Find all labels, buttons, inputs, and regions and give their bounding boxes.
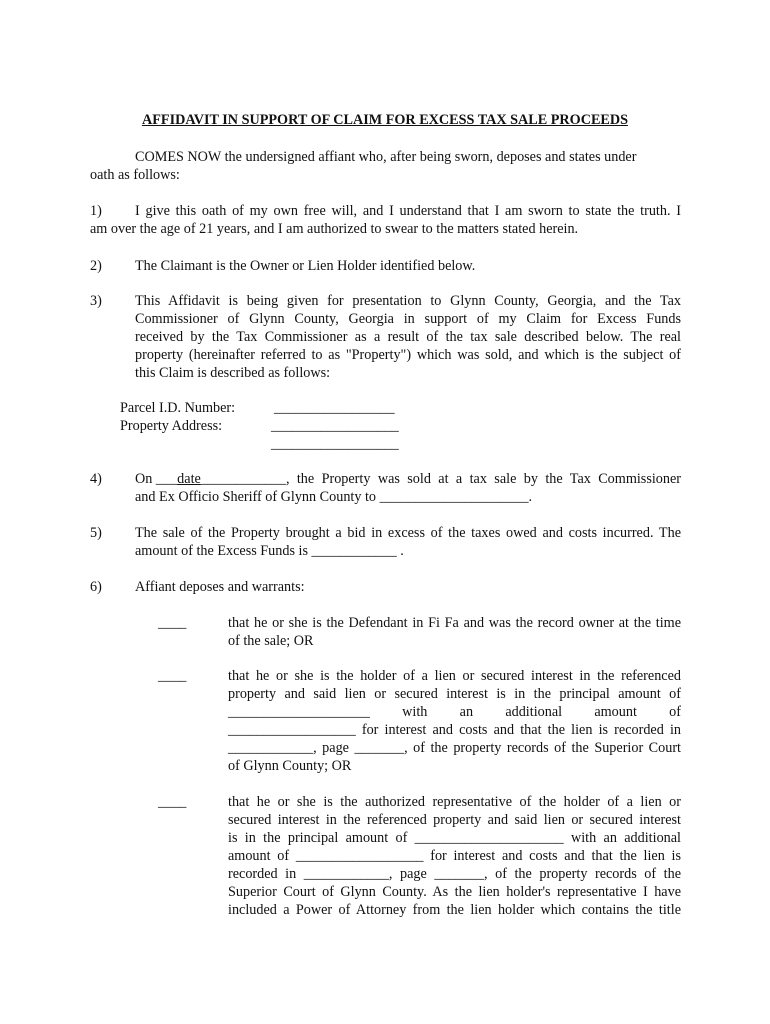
option-representative-line-3: is in the principal amount of _____________________ with an additional — [228, 830, 681, 846]
p4-number: 4) — [90, 471, 102, 487]
p4-line-1 — [135, 470, 681, 488]
parcel-id-label: Parcel I.D. Number: — [120, 400, 236, 416]
p3-line-5: this Claim is described as follows: — [135, 365, 331, 381]
option-representative-line-5: recorded in ____________, page _______, of the property records of the — [228, 866, 681, 882]
property-address-field-2[interactable]: __________________ — [271, 436, 399, 452]
option-representative-line-1: that he or she is the authorized representative of the holder of a lien or — [228, 794, 681, 810]
p3-line-2: Commissioner of Glynn County, Georgia in support of my Claim for Excess Funds — [135, 311, 681, 327]
intro-line-2: oath as follows: — [90, 167, 180, 183]
parcel-id-field[interactable]: _________________ — [274, 400, 395, 416]
option-owner-line-2: of the sale; OR — [228, 633, 314, 649]
p3-line-3: received by the Tax Commissioner as a result of the tax sale described below. The real — [135, 329, 681, 345]
sale-date-field[interactable] — [156, 470, 286, 488]
p3-line-1: This Affidavit is being given for presentation to Glynn County, Georgia, and the Tax — [135, 293, 681, 309]
intro-line-1: COMES NOW the undersigned affiant who, after being sworn, deposes and states under — [135, 149, 637, 165]
p5-number: 5) — [90, 525, 102, 541]
option-lien-holder-line-1: that he or she is the holder of a lien or secured interest in the referenced — [228, 668, 681, 684]
option-representative-checkbox[interactable]: ____ — [158, 794, 187, 810]
p5-line-2: amount of the Excess Funds is ____________ . — [135, 543, 404, 559]
p1-line-2: am over the age of 21 years, and I am authorized to swear to the matters stated herein. — [90, 221, 579, 237]
option-lien-holder-line-6: of Glynn County; OR — [228, 758, 352, 774]
document-title: AFFIDAVIT IN SUPPORT OF CLAIM FOR EXCESS TAX SALE PROCEEDS — [141, 112, 629, 128]
p3-line-4: property (hereinafter referred to as "Property") which was sold, and which is the subject of — [135, 347, 681, 363]
option-representative-line-4: amount of __________________ for interest and costs and that the lien is — [228, 848, 681, 864]
p5-line-1: The sale of the Property brought a bid in excess of the taxes owed and costs incurred. The — [135, 525, 681, 541]
property-address-label: Property Address: — [120, 418, 223, 434]
option-lien-holder-line-5: ____________, page _______, of the property records of the Superior Court — [228, 740, 681, 756]
p4-on: On — [135, 471, 156, 487]
option-owner-line-1: that he or she is the Defendant in Fi Fa and was the record owner at the time — [228, 615, 681, 631]
option-owner-checkbox[interactable]: ____ — [158, 615, 187, 631]
option-lien-holder-checkbox[interactable]: ____ — [158, 668, 187, 684]
p3-number: 3) — [90, 293, 102, 309]
option-lien-holder-line-3: ____________________ with an additional amount of — [228, 704, 681, 720]
option-lien-holder-line-2: property and said lien or secured interest is in the principal amount of — [228, 686, 681, 702]
p4-line-1-rest: , the Property was sold at a tax sale by the Tax Commissioner — [285, 471, 681, 487]
p6-number: 6) — [90, 579, 102, 595]
p4-line-2: and Ex Officio Sheriff of Glynn County to _____________________. — [135, 489, 533, 505]
p1-number: 1) — [90, 203, 102, 219]
sale-date-word: date — [177, 471, 201, 487]
p6-text: Affiant deposes and warrants: — [135, 579, 305, 595]
sale-date-pre-blank: ___ — [155, 471, 178, 487]
p2-text: The Claimant is the Owner or Lien Holder identified below. — [135, 258, 476, 274]
option-lien-holder-line-4: __________________ for interest and costs and that the lien is recorded in — [228, 722, 681, 738]
option-representative-line-7: included a Power of Attorney from the lien holder which contains the title — [228, 902, 681, 918]
sale-date-post-blank: ____________ — [200, 471, 286, 487]
option-representative-line-6: Superior Court of Glynn County. As the lien holder's representative I have — [228, 884, 681, 900]
p1-line-1: I give this oath of my own free will, and I understand that I am sworn to state the truth. I — [135, 203, 681, 219]
property-address-field-1[interactable]: __________________ — [271, 418, 399, 434]
p2-number: 2) — [90, 258, 102, 274]
option-representative-line-2: secured interest in the referenced property and said lien or secured interest — [228, 812, 681, 828]
